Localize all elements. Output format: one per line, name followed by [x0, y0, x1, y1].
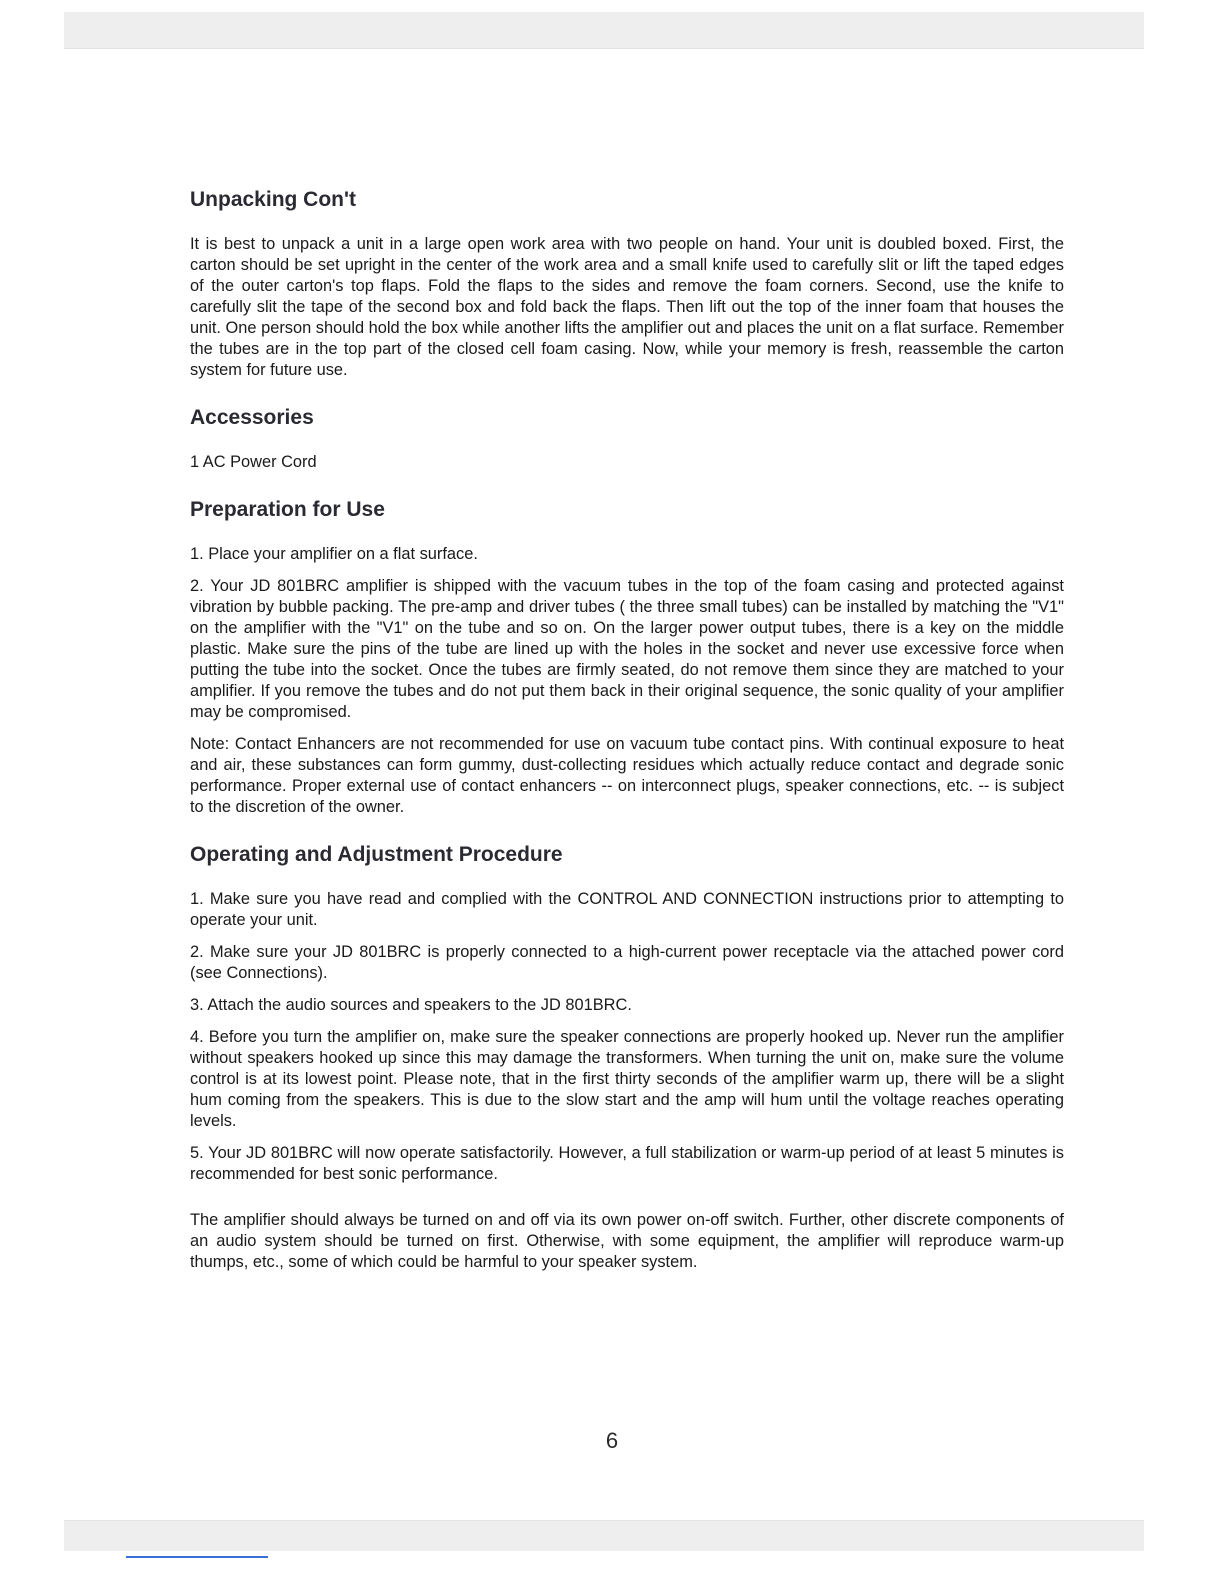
- scan-underline-mark: [126, 1556, 268, 1558]
- heading-preparation: Preparation for Use: [190, 497, 385, 521]
- operating-step-2: 2. Make sure your JD 801BRC is properly connected to a high-current power receptacle via the attached power cord (see Connections).: [190, 943, 1064, 983]
- heading-accessories: Accessories: [190, 406, 314, 430]
- operating-step-3: 3. Attach the audio sources and speakers to the JD 801BRC.: [190, 996, 632, 1015]
- scan-margin-bottom: [64, 1520, 1144, 1551]
- preparation-step-1: 1. Place your amplifier on a flat surface.: [190, 544, 478, 563]
- paragraph-unpacking: It is best to unpack a unit in a large open work area with two people on hand. Your unit is doubled boxed. First, the carton should be set upright in the center of the work area and a small knife used to carefully slit or lift the taped edges of the outer carton's top flaps. Fold the flaps to the sides and remove the foam corners. Second, use the knife to carefully slit the tape of the second box and fold back the flaps. Then lift out the top of the inner foam that houses the unit. One person should hold the box while another lifts the amplifier out and places the unit on a flat surface. Remember the tubes are in the top part of the closed cell foam casing. Now, while your memory is fresh, reassemble the carton system for future use.: [190, 235, 1064, 380]
- heading-operating: Operating and Adjustment Procedure: [190, 842, 563, 866]
- operating-step-1: 1. Make sure you have read and complied with the CONTROL AND CONNECTION instructions prior to attempting to operate your unit.: [190, 890, 1064, 930]
- operating-closing-paragraph: The amplifier should always be turned on and off via its own power on-off switch. Further, other discrete components of an audio system should be turned on first. Otherwise, with some equipment, the amplifier will reproduce warm-up thumps, etc., some of which could be harmful to your speaker system.: [190, 1211, 1064, 1272]
- document-body: [190, 178, 1064, 1273]
- preparation-step-2: 2. Your JD 801BRC amplifier is shipped with the vacuum tubes in the top of the foam casing and protected against vibration by bubble packing. The pre-amp and driver tubes ( the three small tubes) can be installed by matching the "V1" on the amplifier with the "V1" on the tube and so on. On the larger power output tubes, there is a key on the middle plastic. Make sure the pins of the tube are lined up with the holes in the socket and never use excessive force when putting the tube into the socket. Once the tubes are firmly seated, do not remove them since they are matched to your amplifier. If you remove the tubes and do not put them back in their original sequence, the sonic quality of your amplifier may be compromised.: [190, 576, 1064, 721]
- accessories-item: 1 AC Power Cord: [190, 452, 317, 471]
- page-number: 6: [605, 1428, 619, 1453]
- heading-unpacking: Unpacking Con't: [190, 188, 356, 211]
- scan-margin-top: [64, 12, 1144, 49]
- operating-step-5: 5. Your JD 801BRC will now operate satisfactorily. However, a full stabilization or warm-up period of at least 5 minutes is recommended for best sonic performance.: [190, 1144, 1064, 1184]
- preparation-note: Note: Contact Enhancers are not recommended for use on vacuum tube contact pins. With continual exposure to heat and air, these substances can form gummy, dust-collecting residues which actually reduce contact and degrade sonic performance. Proper external use of contact enhancers -- on interconnect plugs, speaker connections, etc. -- is subject to the discretion of the owner.: [190, 734, 1064, 816]
- operating-step-4: 4. Before you turn the amplifier on, make sure the speaker connections are properly hooked up. Never run the amplifier without speakers hooked up since this may damage the transformers. When turning the unit on, make sure the volume control is at its lowest point. Please note, that in the first thirty seconds of the amplifier warm up, there will be a slight hum coming from the speakers. This is due to the slow start and the amp will hum until the voltage reaches operating levels.: [190, 1028, 1064, 1131]
